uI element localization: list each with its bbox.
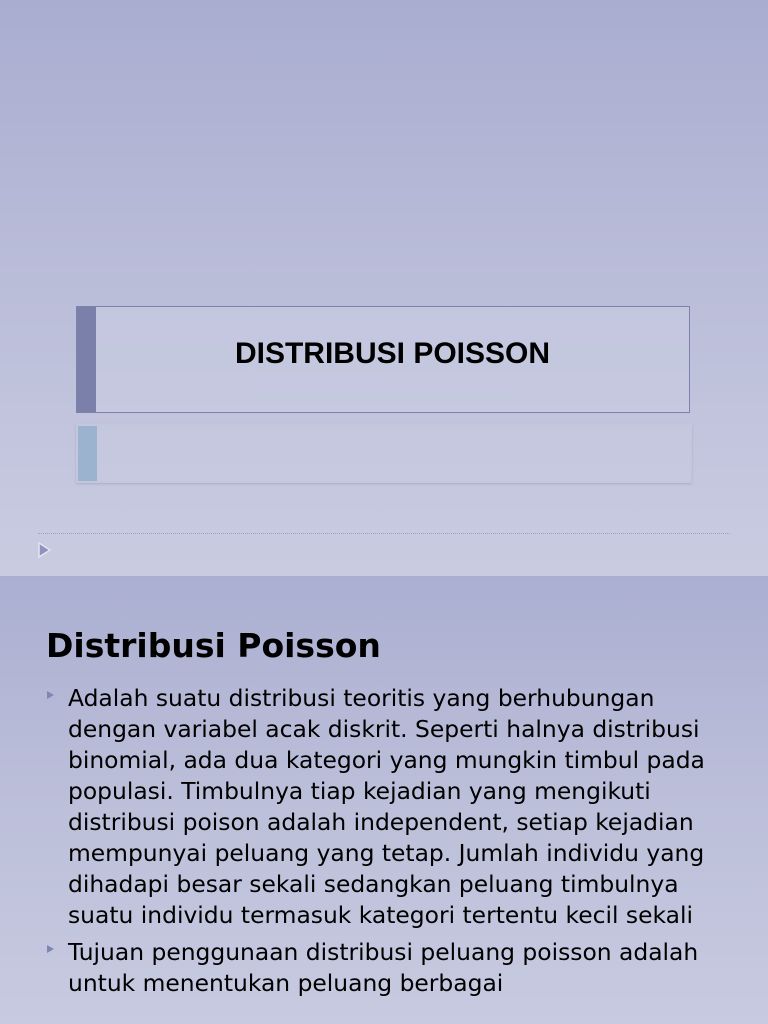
bullet-text: Tujuan penggunaan distribusi peluang poisson adalah untuk menentukan peluang berbagai (68, 938, 699, 997)
list-item (46, 937, 736, 999)
triangle-bullet-icon (46, 689, 56, 701)
bullet-list (46, 683, 736, 1005)
bullet-text: Adalah suatu distribusi teoritis yang berhubungan dengan variabel acak diskrit. Seperti halnya distribusi binomial, ada dua kategori yang mungkin timbul pada populasi. Timbulnya tiap kejadian yang mengikuti distribusi poison adalah independent, setiap kejadian mempunyai peluang yang tetap. Jumlah individu yang dihadapi besar sekali sedangkan peluang timbulnya suatu individu termasuk kategori tertentu kecil sekali (68, 684, 705, 929)
slide-title: DISTRIBUSI POISSON (234, 337, 551, 370)
subtitle-placeholder (76, 424, 692, 483)
title-placeholder (76, 306, 690, 413)
triangle-bullet-icon (46, 943, 56, 955)
subtitle-accent-bar (78, 426, 97, 481)
title-accent-bar (77, 307, 96, 412)
dotted-divider (38, 533, 730, 534)
play-triangle-icon[interactable] (37, 541, 53, 559)
content-heading: Distribusi Poisson (46, 626, 381, 665)
list-item (46, 683, 736, 931)
